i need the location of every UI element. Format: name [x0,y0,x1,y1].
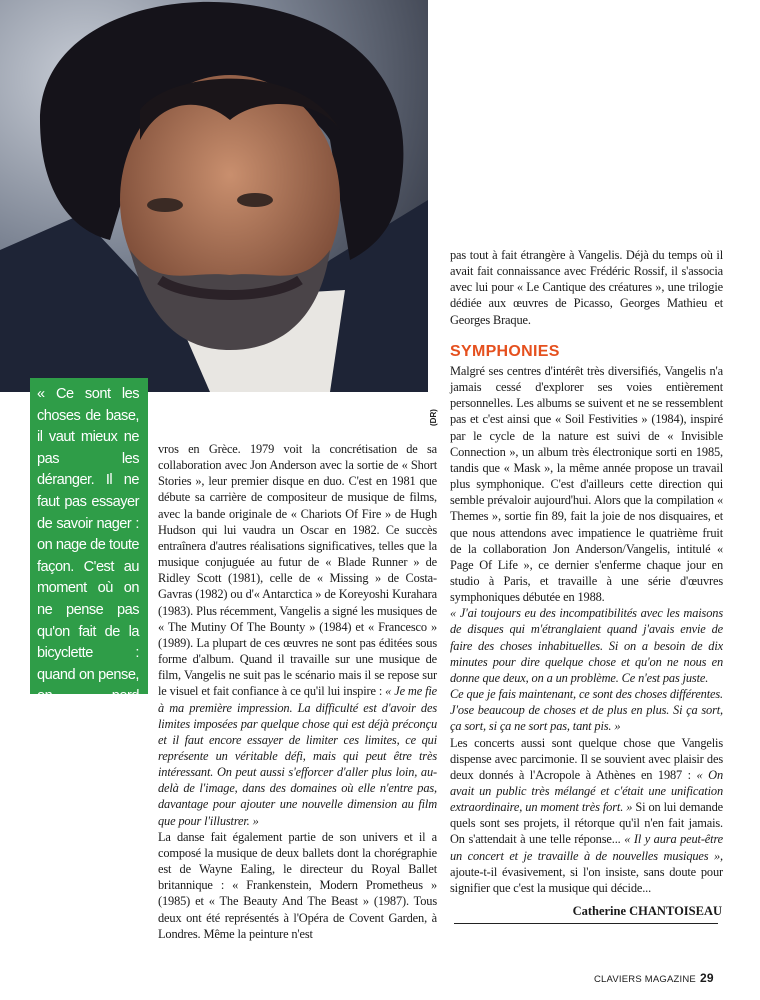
quote-text: « Je me fie à ma première impression. La difficulté est d'avoir des limites imposées par quelque chose qui est déjà préconçu et il faut encore essayer de limiter ces limites, ce qui représente un véritable défi, mais qui peut être très intéressant. On peut aussi s'efforcer d'aller plus loin, au-delà de l'image, dans des domaines où elle n'entre pas, davantage pour ajouter une nouvelle dimension au film que pour l'illustrer. » [158,684,438,828]
quote-text: Ce que je fais maintenant, ce sont des choses différentes. J'ose beaucoup de choses et de plus en plus. Si ça sort, ça sort, si ça ne sort pas, tant pis. » [450,687,723,734]
section-heading: SYMPHONIES [450,342,560,360]
paragraph: La danse fait également partie de son univers et il a composé la musique de deux ballets dont la chorégraphie est de Wayne Ealing, le directeur du Royal Ballet britannique : « Frankenstein, Modern Prometheus » (1985) et « The Beauty And The Beast » (1987). Tous deux ont été représentés à l'Opéra de Covent Garden, à Londres. Même la peinture n'est [158,829,437,941]
photo-credit: (DR) [429,409,438,426]
paragraph-text: vros en Grèce. 1979 voit la concrétisation de sa collaboration avec Jon Anderson avec la sortie de « Short Stories », leur premier disque en duo. C'est en 1981 que débute sa carrière de compositeur de musique de films, avec la bande originale de « Chariots Of Fire » de Hugh Hudson qui lui vaudra un Oscar en 1982. Ce succès entraînera d'autres réalisations significatives, telles que la musique conjuguée au futur de « Blade Runner » de Ridley Scott (1981), celle de « Missing » de Costa-Gavras (1982) ou d'« Antarctica » de Koreyoshi Kurahara (1983). Plus récemment, Vangelis a signé les musiques de « The Mutiny Of The Bounty » (1984) et « Francesco » (1989). La plupart de ces œuvres ne sont pas éditées sous forme d'album. Quand il travaille sur une musique de film, Vangelis ne suit pas le scénario mais il se repose sur le visuel et fait confiance à ce qu'il lui inspire : [158,442,437,699]
article-column-1 [158,441,437,942]
portrait-photo [0,0,428,392]
paragraph: Malgré ses centres d'intérêt très diversifiés, Vangelis n'a jamais cessé d'explorer ses voies entièrement personnelles. Les albums se suivent et ne se ressemblent pas et c'est ainsi que « Soil Festivities » (1984), inspiré par le cycle de la nature est suivi de « Invisible Connection », un album très électronique sorti en 1985, tandis que « Mask », la même année propose un travail plus symphonique. C'est d'ailleurs cette direction qui semble prévaloir aujourd'hui. Alors que la compilation « Themes », sortie fin 89, fait la joie de nos disquaires, et que nous attendons avec impatience le quatrième fruit de la collaboration Jon Anderson/Vangelis, intitulé « Page Of Life », ce dernier s'enferme chaque jour en studio à Paris, et travaille à une série d'œuvres symphoniques débutée en 1988. [450,363,723,605]
quote-paragraph [450,605,723,686]
quote-text: « J'ai toujours eu des incompatibilités avec les maisons de disques qui m'étranglaient quand j'avais envie de faire des choses inhabituelles. Si on a besoin de dix minutes pour dire quelque chose et qu'on ne nous en donne que deux, on a un problème. Ce n'est pas juste. [450,606,723,685]
paragraph: pas tout à fait étrangère à Vangelis. Déjà du temps où il avait fait connaissance avec Frédéric Rossif, il s'associa avec lui pour « Le Cantique des créatures », une trilogie dédiée aux œuvres de Picasso, Georges Mathieu et Georges Braque. [450,248,723,327]
page-number: 29 [699,971,714,985]
signature-rule [454,923,718,924]
paragraph [450,735,723,897]
magazine-name: CLAVIERS MAGAZINE [594,974,696,985]
paragraph [158,441,437,829]
article-column-2 [450,247,723,896]
paragraph-text: Si on lui demande quels sont ses projets, il rétorque qu'il n'en fait jamais. On s'attendait à une telle réponse... [450,800,723,847]
page-footer [594,971,714,985]
portrait-photo-icon [0,0,428,392]
quote-text: « Il y aura peut-être un concert et je travaille à de nouvelles musiques », [450,832,723,863]
paragraph-text: Les concerts aussi sont quelque chose que Vangelis dispense avec parcimonie. Il se souvient avec plaisir des deux donnés à l'Acropole à Athènes en 1987 : [450,735,723,782]
pull-quote-text: « Ce sont les choses de base, il vaut mieux ne pas les déranger. Il ne faut pas essayer de savoir nager : on nage de toute façon. C'est au moment où on ne pense pas qu'on fait de la bicyclette : quand on pense, on perd l'équilibre... et on se casse la gueule ! » [37,386,139,770]
quote-text: « On avait un public très mélangé et c'était une unification extraordinaire, un moment très fort. » [450,767,724,815]
paragraph-text: ajoute-t-il évasivement, si l'on insiste, sans doute pour signifier que c'est la musique qui décide... [450,864,723,895]
pull-quote-box [30,378,148,770]
author-signature: Catherine CHANTOISEAU [572,904,722,918]
quote-paragraph [450,686,723,734]
